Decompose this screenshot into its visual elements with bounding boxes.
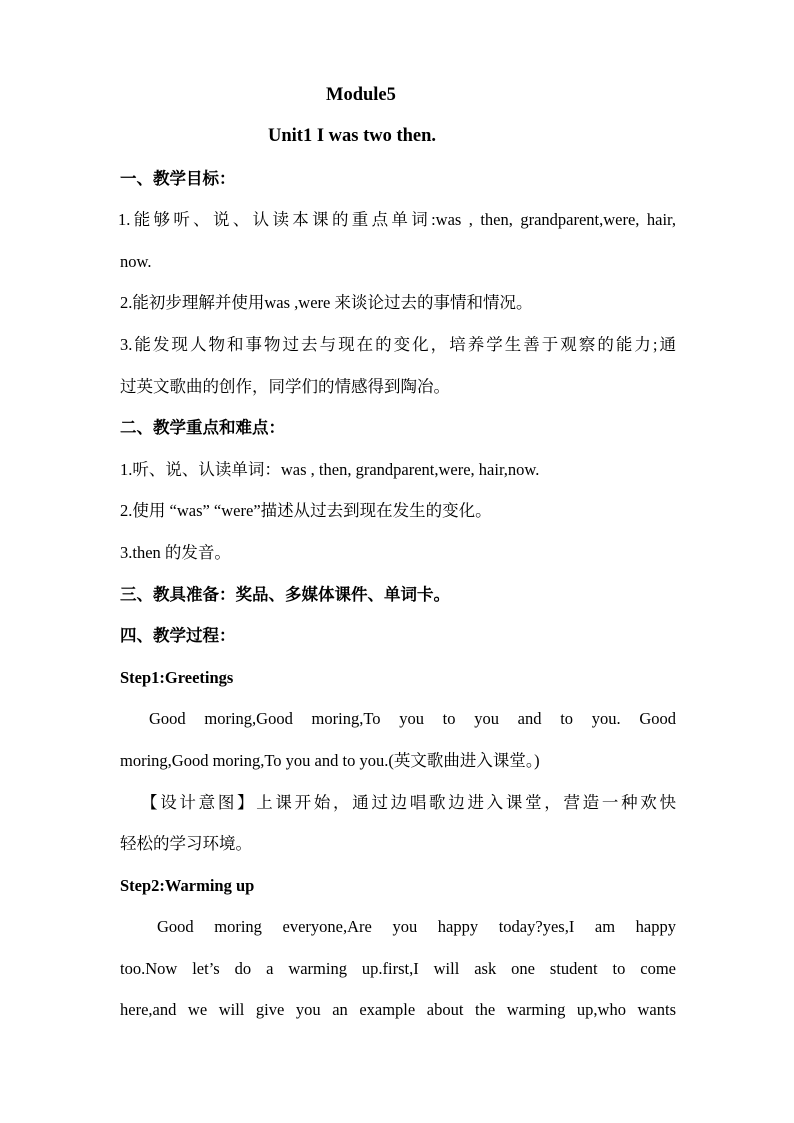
step2-title: Step2:Warming up (120, 876, 255, 895)
section-heading-process: 四、教学过程： (120, 626, 236, 645)
step2-line-1: Good moring everyone,Are you happy today?yes,I am happy (157, 917, 676, 936)
section-heading-key-points: 二、教学重点和难点： (120, 418, 285, 437)
step1-line-2: moring,Good moring,To you and to you.(英文歌曲进入课堂。) (120, 751, 540, 770)
key-point-line-3: 3.then 的发音。 (120, 543, 231, 562)
objective-line-1: 1.能够听、说、认读本课的重点单词:was , then, grandparent,were, hair, (118, 210, 676, 229)
unit-title: Unit1 I was two then. (268, 126, 437, 146)
step2-line-3: here,and we will give you an example about the warming up,who wants (120, 1000, 676, 1019)
section-heading-objectives: 一、教学目标： (120, 169, 236, 188)
module-title: Module5 (326, 85, 396, 105)
key-point-line-1: 1.听、说、认读单词：was , then, grandparent,were, hair,now. (120, 460, 540, 479)
step1-design-line-1: 【设计意图】上课开始，通过边唱歌边进入课堂，营造一种欢快 (141, 793, 676, 812)
section-heading-materials: 三、教具准备：奖品、多媒体课件、单词卡。 (120, 585, 450, 604)
key-point-line-2: 2.使用 “was” “were”描述从过去到现在发生的变化。 (120, 501, 492, 520)
step1-design-line-2: 轻松的学习环境。 (120, 834, 252, 853)
step2-line-2: too.Now let’s do a warming up.first,I will ask one student to come (120, 959, 676, 978)
step1-title: Step1:Greetings (120, 668, 234, 687)
objective-line-1-cont: now. (120, 252, 152, 271)
objective-line-2: 2.能初步理解并使用was ,were 来谈论过去的事情和情况。 (120, 293, 533, 312)
objective-line-3-cont: 过英文歌曲的创作，同学们的情感得到陶冶。 (120, 377, 450, 396)
step1-line-1: Good moring,Good moring,To you to you and to you. Good (149, 709, 676, 728)
objective-line-3: 3.能发现人物和事物过去与现在的变化，培养学生善于观察的能力;通 (120, 335, 676, 354)
